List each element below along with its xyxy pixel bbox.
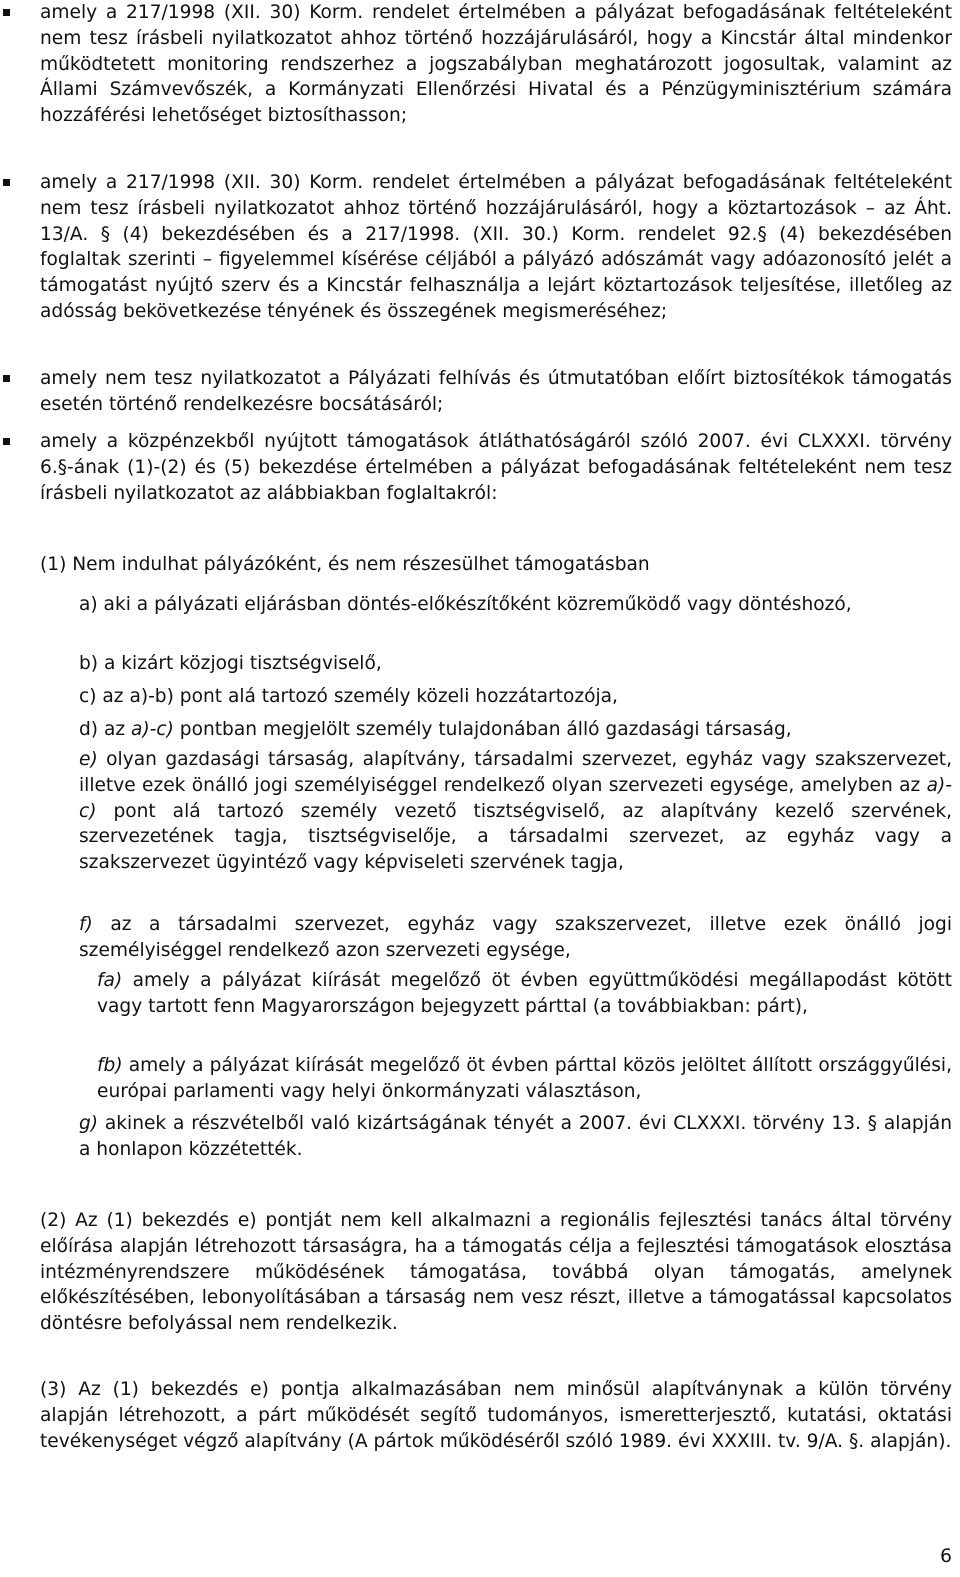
bullet-item-monitoring bbox=[40, 0, 952, 129]
item-d-ref: a)-c) bbox=[131, 719, 174, 740]
item-g bbox=[79, 1111, 952, 1163]
item-fa bbox=[97, 968, 952, 1020]
section-2-paragraph: (2) Az (1) bekezdés e) pontját nem kell alkalmazni a regionális fejlesztési tanács által törvény előírása alapján létrehozott társaságra, ha a támogatás célja a fejlesztési támogatások elosztása intézményrendszere működésének támogatása, továbbá olyan támogatás, amelynek előkészítésében, lebonyolításában a társaság nem vesz részt, illetve a támogatással kapcsolatos döntésre befolyással nem rendelkezik. bbox=[40, 1210, 952, 1335]
section-3-paragraph: (3) Az (1) bekezdés e) pontja alkalmazásában nem minősül alapítványnak a külön törvény alapján létrehozott, a párt működését segítő tudományos, ismeretterjesztő, kutatási, oktatási tevékenységet végző alapítvány (A pártok működéséről szóló 1989. évi XXXIII. tv. 9/A. §. alapján). bbox=[40, 1379, 952, 1452]
square-bullet-icon bbox=[3, 375, 10, 382]
item-d-prefix: d) az bbox=[79, 719, 132, 740]
bullet-text: amely a közpénzekből nyújtott támogatások átláthatóságáról szóló 2007. évi CLXXXI. törvény 6.§-ának (1)-(2) és (5) bekezdése értelmében a pályázat befogadásának feltételeként nem tesz írásbeli nyilatkozatot az alábbiakban foglaltakról: bbox=[40, 431, 952, 504]
item-d-rest: pontban megjelölt személy tulajdonában álló gazdasági társaság, bbox=[173, 719, 792, 740]
item-f bbox=[79, 912, 952, 964]
item-f-text: az a társadalmi szervezet, egyház vagy szakszervezet, illetve ezek önálló jogi személyiséggel rendelkező azon szervezeti egysége, bbox=[79, 914, 952, 961]
item-fb-label: fb) bbox=[97, 1055, 123, 1076]
bullet-item-atlathatosag bbox=[40, 429, 952, 506]
item-g-label: g) bbox=[79, 1113, 99, 1134]
bullet-text: amely a 217/1998 (XII. 30) Korm. rendelet értelmében a pályázat befogadásának feltételeként nem tesz írásbeli nyilatkozatot ahhoz történő hozzájárulásáról, hogy a köztartozások – az Áht. 13/A. § (4) bekezdésében és a 217/1998. (XII. 30.) Korm. rendelet 92.§ (4) bekezdésében foglaltak szerinti – figyelemmel kísérése céljából a pályázó adószámát vagy adóazonosító jelét a támogatást nyújtó szerv és a Kincstár felhasználja a lejárt köztartozások teljesítése, illetőleg az adósság bekövetkezése tényének és összegének megismeréséhez; bbox=[40, 172, 952, 322]
bullet-item-biztositekok bbox=[40, 366, 952, 418]
square-bullet-icon bbox=[3, 179, 10, 186]
item-fb-text: amely a pályázat kiírását megelőző öt évben párttal közös jelöltet állított országgyűlési, európai parlamenti vagy helyi önkormányzati választáson, bbox=[97, 1055, 952, 1102]
bullet-item-koztartozasok bbox=[40, 170, 952, 325]
item-b: b) a kizárt közjogi tisztségviselő, bbox=[79, 653, 382, 674]
item-fb bbox=[97, 1053, 952, 1105]
item-e-label: e) bbox=[79, 749, 98, 770]
item-d bbox=[79, 717, 952, 743]
item-e-ref: a)-c) bbox=[79, 774, 952, 822]
bullet-text: amely a 217/1998 (XII. 30) Korm. rendelet értelmében a pályázat befogadásának feltételeként nem tesz írásbeli nyilatkozatot ahhoz történő hozzájárulásáról, hogy a Kincstár által mindenkor működtetett monitoring rendszerhez a jogszabályban meghatározott jogosultak, valamint az Állami Számvevőszék, a Kormányzati Ellenőrzési Hivatal és a Pénzügyminisztérium számára hozzáférési lehetőséget biztosíthasson; bbox=[40, 2, 952, 127]
item-a: a) aki a pályázati eljárásban döntés-előkészítőként közreműködő vagy döntéshozó, bbox=[79, 594, 852, 615]
page-number: 6 bbox=[940, 1546, 952, 1567]
section-1-heading: (1) Nem indulhat pályázóként, és nem részesülhet támogatásban bbox=[40, 554, 650, 575]
bullet-text: amely nem tesz nyilatkozatot a Pályázati felhívás és útmutatóban előírt biztosítékok támogatás esetén történő rendelkezésre bocsátásáról; bbox=[40, 368, 952, 415]
item-e-part1: olyan gazdasági társaság, alapítvány, társadalmi szervezet, egyház vagy szakszervezet, illetve ezek önálló jogi személyiséggel rendelkező olyan szervezeti egysége, amelyben az bbox=[79, 749, 952, 796]
item-f-label: f) bbox=[79, 914, 93, 935]
item-fa-label: fa) bbox=[97, 970, 123, 991]
item-e bbox=[79, 747, 952, 876]
item-c: c) az a)-b) pont alá tartozó személy közeli hozzátartozója, bbox=[79, 686, 618, 707]
square-bullet-icon bbox=[3, 9, 10, 16]
item-e-part2: pont alá tartozó személy vezető tisztségviselő, az alapítvány kezelő szervének, szervezetének tagja, tisztségviselője, a társadalmi szervezet, az egyház vagy a szakszervezet ügyintéző vagy képviseleti szervének tagja, bbox=[79, 800, 952, 874]
item-g-text: akinek a részvételből való kizártságának tényét a 2007. évi CLXXXI. törvény 13. § alapján a honlapon közzétették. bbox=[79, 1113, 952, 1160]
item-fa-text: amely a pályázat kiírását megelőző öt évben együttműködési megállapodást kötött vagy tartott fenn Magyarországon bejegyzett párttal (a továbbiakban: párt), bbox=[97, 970, 952, 1017]
square-bullet-icon bbox=[3, 438, 10, 445]
